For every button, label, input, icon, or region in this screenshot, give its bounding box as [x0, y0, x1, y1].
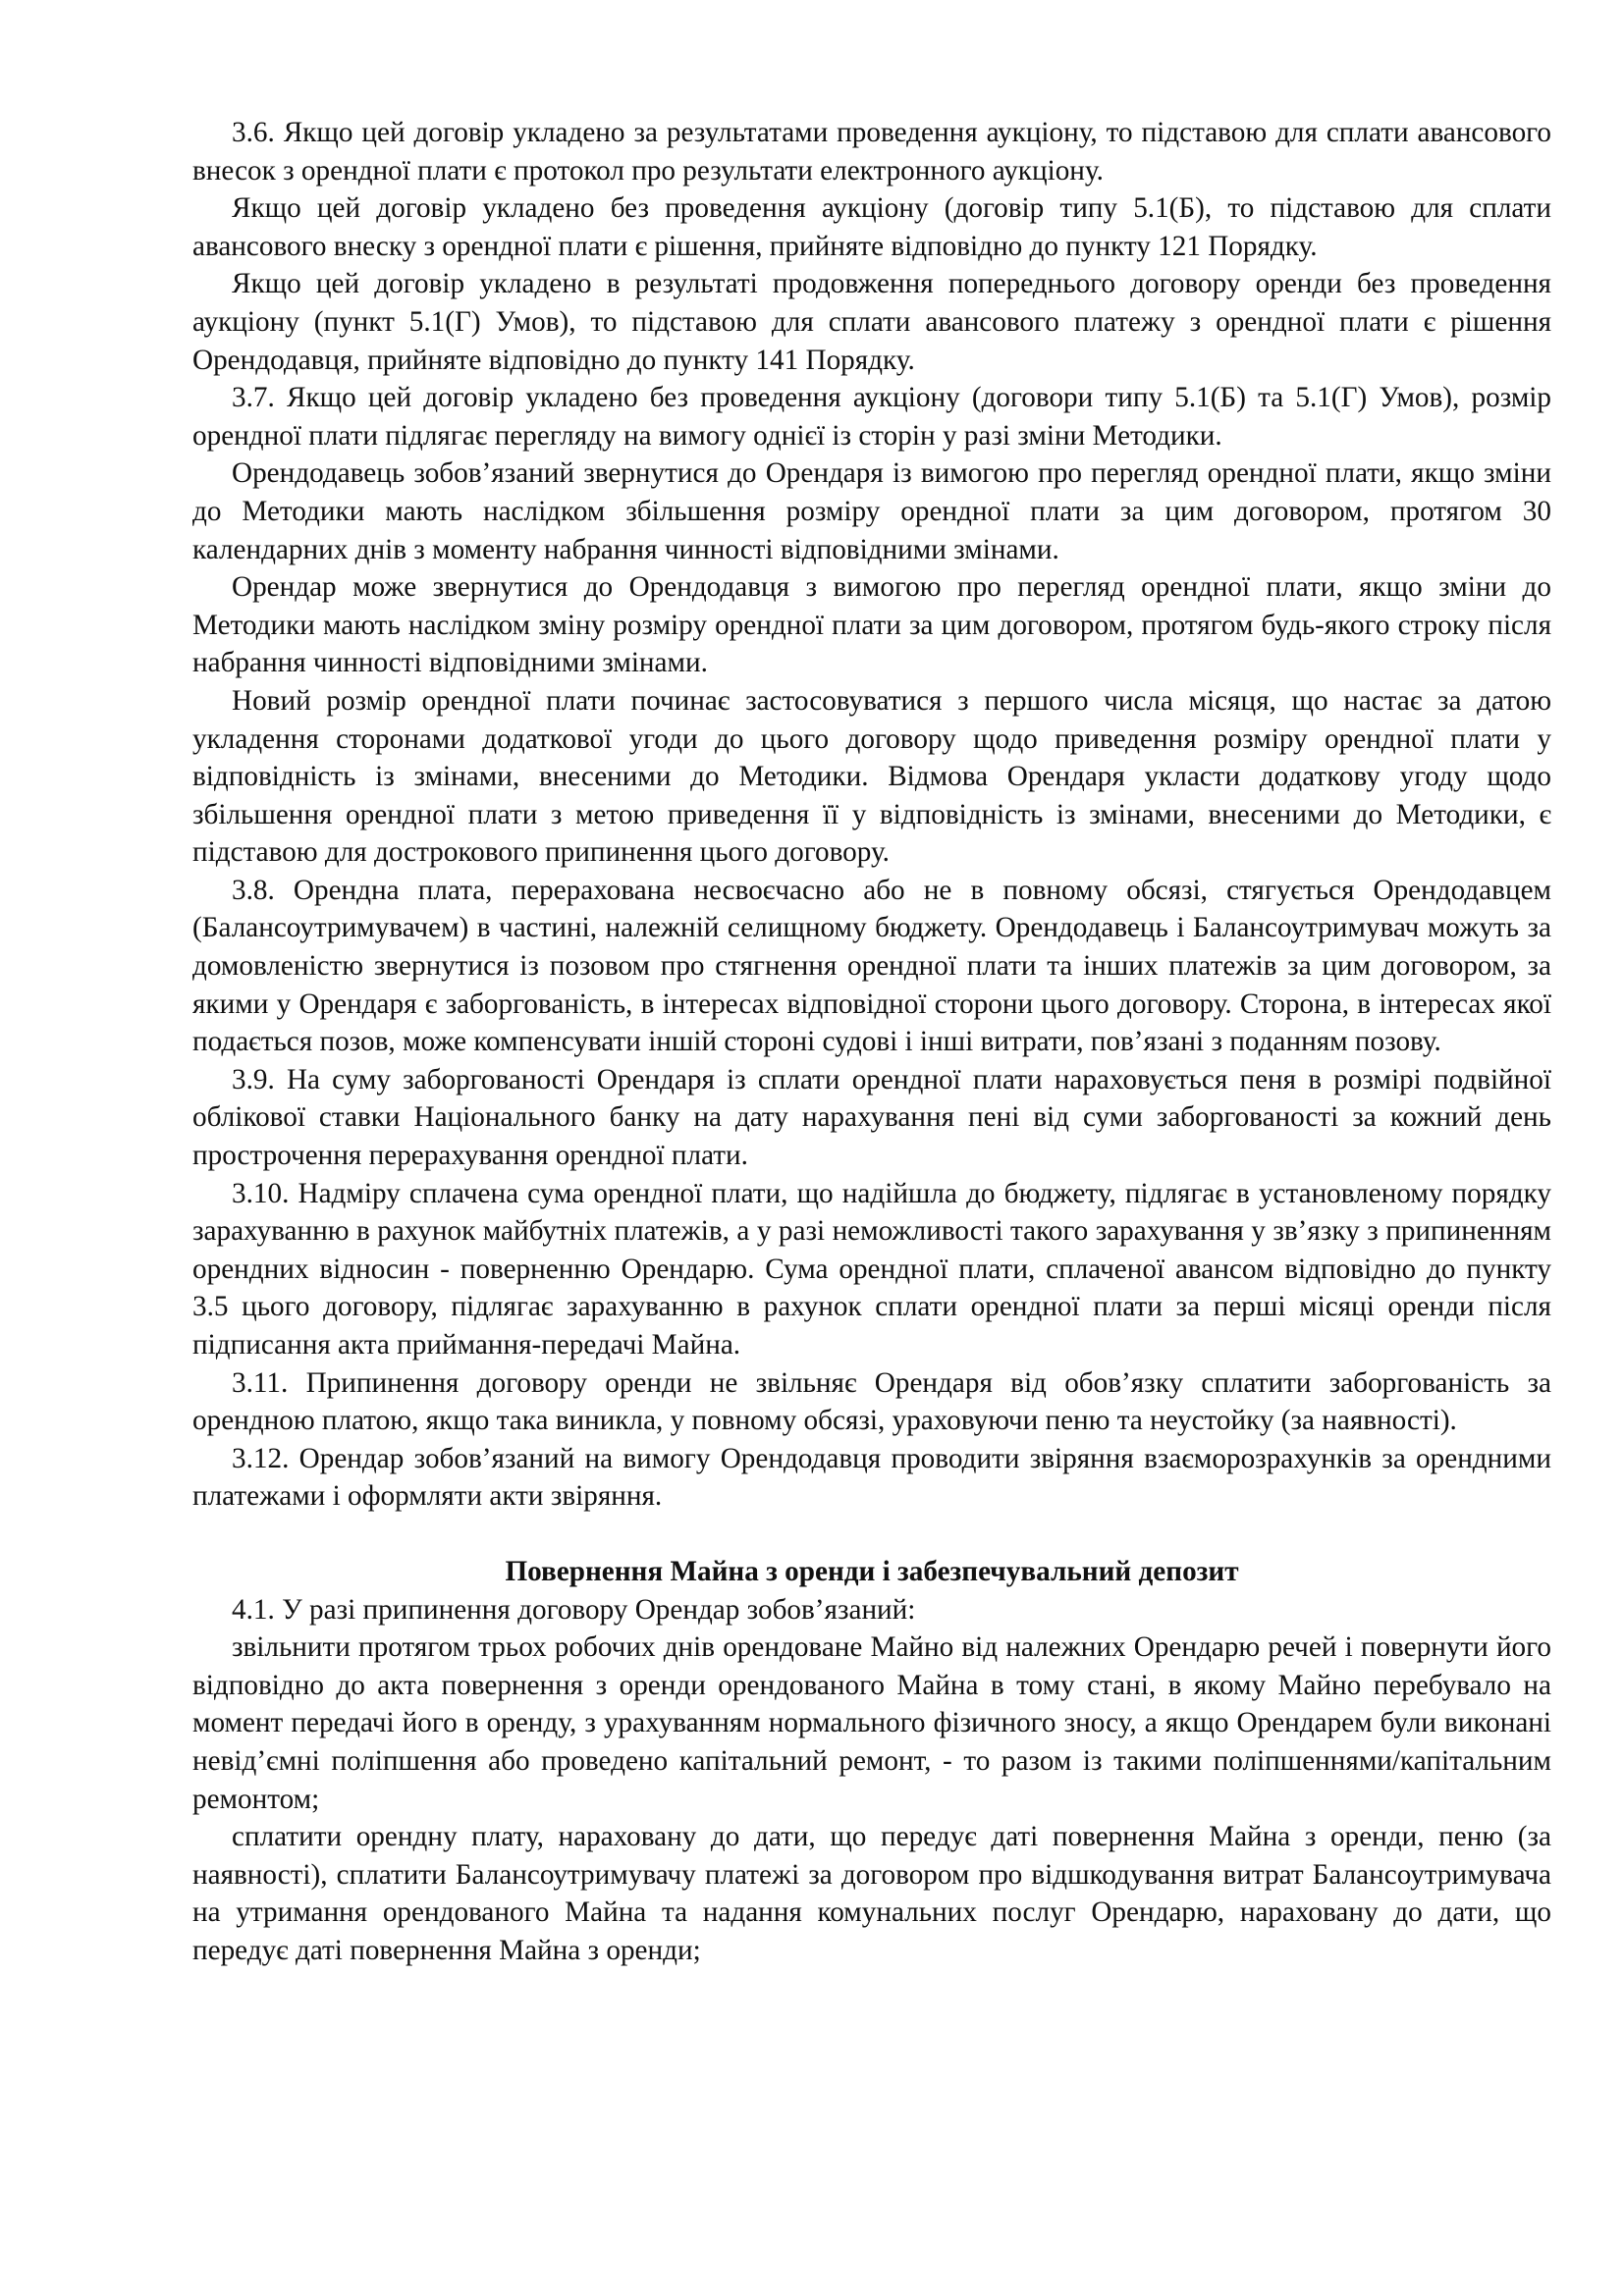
- paragraph-3-11: 3.11. Припинення договору оренди не звільняє Орендаря від обов’язку сплатити заборгованість за орендною платою, якщо така виникла, у повному обсязі, ураховуючи пеню та неустойку (за наявності).: [192, 1366, 1551, 1437]
- paragraph-4-1: 4.1. У разі припинення договору Орендар зобов’язаний:: [232, 1593, 916, 1626]
- paragraph-3-10: 3.10. Надміру сплачена сума орендної плати, що надійшла до бюджету, підлягає в установленому порядку зарахуванню в рахунок майбутніх платежів, а у разі неможливості такого зарахування у зв’язку з припиненням орендних відносин - поверненню Орендарю. Сума орендної плати, сплаченої авансом відповідно до пункту 3.5 цього договору, підлягає зарахуванню в рахунок сплати орендної плати за перші місяці оренди після підписання акта приймання-передачі Майна.: [192, 1177, 1551, 1361]
- paragraph-3-7-tenant: Орендар може звернутися до Орендодавця з вимогою про перегляд орендної плати, якщо зміни до Методики мають наслідком зміну розміру орендної плати за цим договором, протягом будь-якого строку після набрання чинності відповідними змінами.: [192, 571, 1551, 679]
- paragraph-3-6-no-auction: Якщо цей договір укладено без проведення аукціону (договір типу 5.1(Б), то підставою для сплати авансового внеску з орендної плати є рішення, прийняте відповідно до пункту 121 Порядку.: [192, 192, 1551, 262]
- paragraph-4-1-vacate: звільнити протягом трьох робочих днів орендоване Майно від належних Орендарю речей і повернути його відповідно до акта повернення з оренди орендованого Майна в тому стані, в якому Майно перебувало на момент передачі його в оренду, з урахуванням нормального фізичного зносу, а якщо Орендарем були виконані невід’ємні поліпшення або проведено капітальний ремонт, - то разом із такими поліпшеннями/капітальним ремонтом;: [192, 1631, 1551, 1815]
- paragraph-3-8: 3.8. Орендна плата, перерахована несвоєчасно або не в повному обсязі, стягується Орендодавцем (Балансоутримувачем) в частині, належній селищному бюджету. Орендодавець і Балансоутримувач можуть за домовленістю звернутися із позовом про стягнення орендної плати та інших платежів за цим договором, за якими у Орендаря є заборгованість, в інтересах відповідної сторони цього договору. Сторона, в інтересах якої подається позов, може компенсувати іншій стороні судові і інші витрати, пов’язані з поданням позову.: [192, 874, 1551, 1058]
- paragraph-3-9: 3.9. На суму заборгованості Орендаря із сплати орендної плати нараховується пеня в розмірі подвійної облікової ставки Національного банку на дату нарахування пені від суми заборгованості за кожний день прострочення перерахування орендної плати.: [192, 1063, 1551, 1172]
- paragraph-3-6: 3.6. Якщо цей договір укладено за результатами проведення аукціону, то підставою для сплати авансового внесок з орендної плати є протокол про результати електронного аукціону.: [192, 117, 1551, 187]
- paragraph-4-1-pay: сплатити орендну плату, нараховану до дати, що передує даті повернення Майна з оренди, пеню (за наявності), сплатити Балансоутримувачу платежі за договором про відшкодування витрат Балансоутримувача на утримання орендованого Майна та надання комунальних послуг Орендарю, нараховану до дати, що передує даті повернення Майна з оренди;: [192, 1821, 1551, 1966]
- paragraph-3-7-landlord: Орендодавець зобов’язаний звернутися до Орендаря із вимогою про перегляд орендної плати, якщо зміни до Методики мають наслідком збільшення розміру орендної плати за цим договором, протягом 30 календарних днів з моменту набрання чинності відповідними змінами.: [192, 457, 1551, 565]
- paragraph-3-6-extension: Якщо цей договір укладено в результаті продовження попереднього договору оренди без проведення аукціону (пункт 5.1(Г) Умов), то підставою для сплати авансового платежу з орендної плати є рішення Орендодавця, прийняте відповідно до пункту 141 Порядку.: [192, 268, 1551, 376]
- paragraph-3-7-new-rent: Новий розмір орендної плати починає застосовуватися з першого числа місяця, що настає за датою укладення сторонами додаткової угоди до цього договору щодо приведення розміру орендної плати у відповідність із змінами, внесеними до Методики. Відмова Орендаря укласти додаткову угоду щодо збільшення орендної плати з метою приведення її у відповідність із змінами, внесеними до Методики, є підставою для дострокового припинення цього договору.: [192, 684, 1551, 869]
- document-page: [192, 114, 1551, 1970]
- paragraph-3-7: 3.7. Якщо цей договір укладено без проведення аукціону (договори типу 5.1(Б) та 5.1(Г) Умов), розмір орендної плати підлягає перегляду на вимогу однієї із сторін у разі зміни Методики.: [192, 382, 1551, 452]
- section-heading: Повернення Майна з оренди і забезпечувальний депозит: [505, 1555, 1239, 1587]
- paragraph-3-12: 3.12. Орендар зобов’язаний на вимогу Орендодавця проводити звіряння взаєморозрахунків за орендними платежами і оформляти акти звіряння.: [192, 1442, 1551, 1513]
